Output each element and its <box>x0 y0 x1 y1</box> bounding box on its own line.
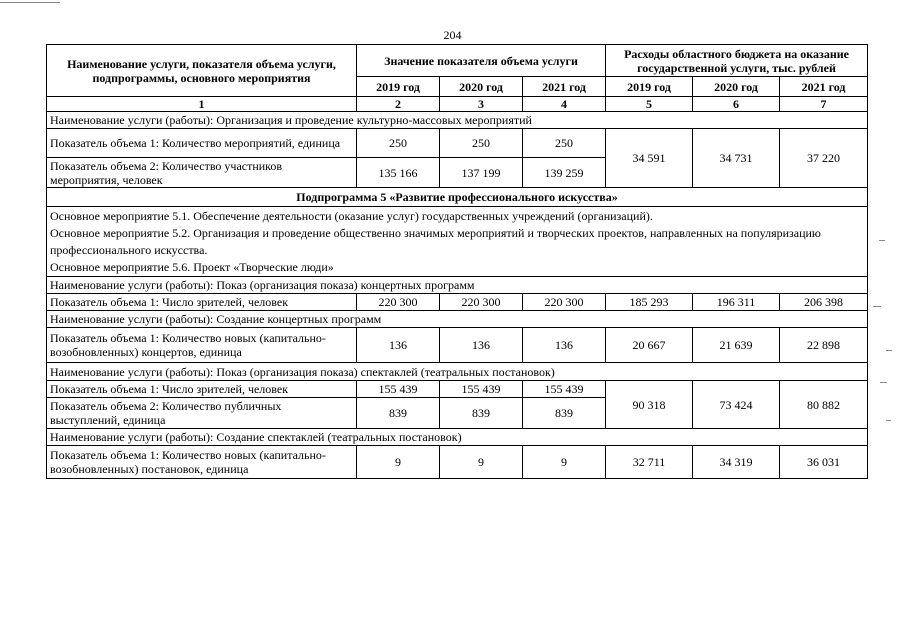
volume-value: 137 199 <box>440 158 523 188</box>
service-name-row: Наименование услуги (работы): Создание концертных программ <box>47 311 868 328</box>
header-year: 2019 год <box>357 77 440 97</box>
scan-mark <box>886 420 891 421</box>
volume-value: 839 <box>440 398 523 429</box>
service-name-row: Наименование услуги (работы): Показ (организация показа) спектаклей (театральных постановок) <box>47 363 868 381</box>
volume-value: 139 259 <box>523 158 606 188</box>
volume-value: 250 <box>357 129 440 158</box>
budget-value: 206 398 <box>780 294 868 311</box>
indicator-label: Показатель объема 1: Количество новых (капитально-возобновленных) концертов, единица <box>47 328 357 363</box>
service-name-row: Наименование услуги (работы): Организация и проведение культурно-массовых мероприятий <box>47 112 868 129</box>
scan-mark <box>886 350 892 351</box>
budget-value: 90 318 <box>606 381 693 429</box>
scan-mark <box>879 240 885 241</box>
scan-mark <box>880 382 887 383</box>
volume-value: 135 166 <box>357 158 440 188</box>
header-year: 2021 год <box>780 77 868 97</box>
volume-value: 9 <box>523 446 606 479</box>
budget-value: 34 731 <box>693 129 780 188</box>
scan-mark <box>0 2 60 3</box>
header-year: 2021 год <box>523 77 606 97</box>
header-volume-group: Значение показателя объема услуги <box>357 45 606 77</box>
volume-value: 155 439 <box>440 381 523 398</box>
col-number: 7 <box>780 97 868 112</box>
header-name-col: Наименование услуги, показателя объема услуги, подпрограммы, основного мероприятия <box>47 45 357 97</box>
activity-item: Основное мероприятие 5.1. Обеспечение деятельности (оказание услуг) государственных учреждений (организаций). <box>50 208 653 223</box>
volume-value: 155 439 <box>523 381 606 398</box>
indicator-label: Показатель объема 1: Количество мероприятий, единица <box>47 129 357 158</box>
main-activities <box>47 207 868 277</box>
budget-value: 22 898 <box>780 328 868 363</box>
budget-value: 37 220 <box>780 129 868 188</box>
indicator-label: Показатель объема 1: Количество новых (капитально-возобновленных) постановок, единица <box>47 446 357 479</box>
scan-mark <box>873 306 881 307</box>
volume-value: 136 <box>440 328 523 363</box>
col-number: 5 <box>606 97 693 112</box>
budget-value: 32 711 <box>606 446 693 479</box>
volume-value: 136 <box>523 328 606 363</box>
volume-value: 839 <box>357 398 440 429</box>
budget-value: 80 882 <box>780 381 868 429</box>
col-number: 4 <box>523 97 606 112</box>
service-name-row: Наименование услуги (работы): Создание спектаклей (театральных постановок) <box>47 429 868 446</box>
budget-value: 21 639 <box>693 328 780 363</box>
activity-item: Основное мероприятие 5.2. Организация и проведение общественно значимых мероприятий и творческих проектов, направленных на популяризацию профессионального искусства. <box>50 225 821 257</box>
volume-value: 9 <box>357 446 440 479</box>
service-name-row: Наименование услуги (работы): Показ (организация показа) концертных программ <box>47 277 868 294</box>
indicator-label: Показатель объема 2: Количество участников мероприятия, человек <box>47 158 357 188</box>
header-year: 2020 год <box>440 77 523 97</box>
indicator-label: Показатель объема 2: Количество публичных выступлений, единица <box>47 398 357 429</box>
budget-value: 196 311 <box>693 294 780 311</box>
budget-table <box>46 44 868 479</box>
indicator-label: Показатель объема 1: Число зрителей, человек <box>47 381 357 398</box>
header-year: 2019 год <box>606 77 693 97</box>
page-number: 204 <box>443 28 462 42</box>
indicator-label: Показатель объема 1: Число зрителей, человек <box>47 294 357 311</box>
volume-value: 250 <box>440 129 523 158</box>
header-year: 2020 год <box>693 77 780 97</box>
budget-value: 36 031 <box>780 446 868 479</box>
volume-value: 9 <box>440 446 523 479</box>
col-number: 1 <box>47 97 357 112</box>
col-number: 6 <box>693 97 780 112</box>
budget-value: 34 319 <box>693 446 780 479</box>
volume-value: 136 <box>357 328 440 363</box>
budget-value: 73 424 <box>693 381 780 429</box>
activity-item: Основное мероприятие 5.6. Проект «Творческие люди» <box>50 259 334 274</box>
volume-value: 220 300 <box>523 294 606 311</box>
volume-value: 155 439 <box>357 381 440 398</box>
budget-value: 185 293 <box>606 294 693 311</box>
subprogram-title: Подпрограмма 5 «Развитие профессионального искусства» <box>47 188 868 207</box>
volume-value: 839 <box>523 398 606 429</box>
col-number: 3 <box>440 97 523 112</box>
budget-value: 20 667 <box>606 328 693 363</box>
volume-value: 220 300 <box>357 294 440 311</box>
volume-value: 250 <box>523 129 606 158</box>
budget-value: 34 591 <box>606 129 693 188</box>
col-number: 2 <box>357 97 440 112</box>
volume-value: 220 300 <box>440 294 523 311</box>
header-budget-group: Расходы областного бюджета на оказание государственной услуги, тыс. рублей <box>606 45 868 77</box>
